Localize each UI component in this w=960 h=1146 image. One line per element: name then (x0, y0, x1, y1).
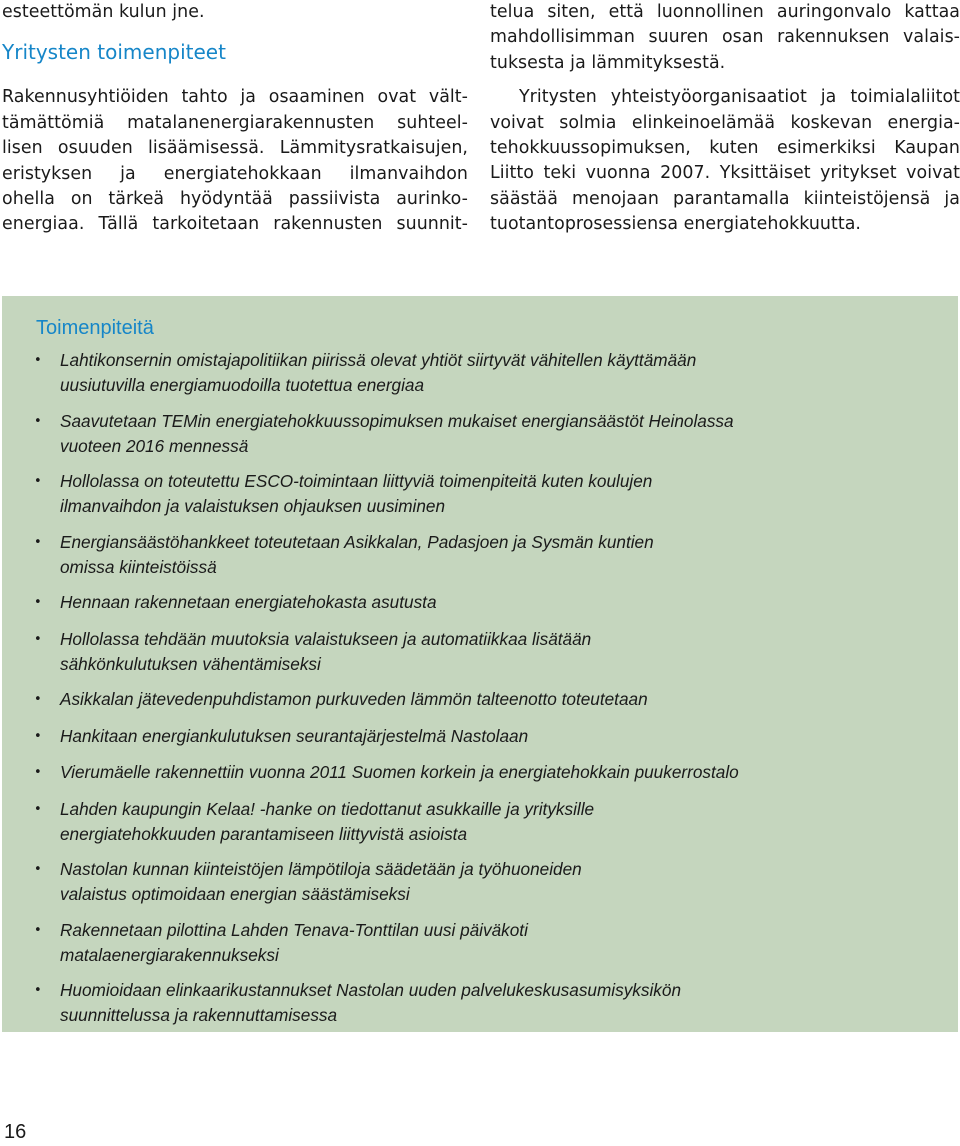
list-item-text: uusiutuvilla energiamuodoilla tuotettua energiaa (60, 375, 425, 395)
paragraph-line: Liitto teki vuonna 2007. Yksittäiset yritykset voivat (490, 163, 960, 184)
left-column (2, 0, 468, 238)
list-item (2, 978, 942, 1028)
paragraph-line: telua siten, että luonnollinen auringonvalo kattaa (490, 2, 960, 22)
intro-line: esteettömän kulun jne. (2, 2, 205, 22)
list-item-text: Hollolassa tehdään muutoksia valaistukseen ja automatiikkaa lisätään (60, 628, 592, 649)
list-item-text: Saavutetaan TEMin energiatehokkuussopimuksen mukaiset energiansäästöt Heinolassa (60, 410, 734, 431)
list-item-text: vuoteen 2016 mennessä (60, 435, 249, 456)
list-item (2, 797, 942, 847)
section-heading: Yritysten toimenpiteet (2, 40, 226, 65)
list-item-text: Energiansäästöhankkeet toteutetaan Asikkalan, Padasjoen ja Sysmän kuntien (60, 531, 654, 552)
paragraph-line: säästää menojaan parantamalla kiinteistöjensä ja (490, 188, 960, 209)
bullet-icon: • (34, 413, 42, 429)
list-item-text: Vierumäelle rakennettiin vuonna 2011 Suomen korkein ja energiatehokkain puukerrostalo (60, 762, 739, 782)
paragraph-line: Yritysten yhteistyöorganisaatiot ja toimialaliitot (519, 87, 960, 108)
right-paragraph-1 (490, 0, 960, 76)
list-item-text: Asikkalan jätevedenpuhdistamon purkuveden lämmön talteenotto toteutetaan (60, 689, 648, 709)
list-item-text: Nastolan kunnan kiinteistöjen lämpötiloja säädetään ja työhuoneiden (60, 859, 582, 879)
paragraph-line: ohella on tärkeä hyödyntää passiivista aurinko- (2, 189, 468, 210)
list-item (2, 409, 942, 459)
list-item-text: suunnittelussa ja rakennuttamisessa (60, 1005, 338, 1025)
page-number: 16 (4, 1121, 27, 1143)
list-item-text: omissa kiinteistöissä (60, 556, 217, 577)
paragraph-line: eristyksen ja energiatehokkaan ilmanvaihdon (2, 163, 468, 184)
list-item-text: Lahden kaupungin Kelaa! -hanke on tiedottanut asukkaille ja yrityksille (60, 798, 595, 819)
bullet-icon: • (34, 692, 42, 707)
list-item-text: Hankitaan energiankulutuksen seurantajärjestelmä Nastolaan (60, 725, 529, 746)
paragraph-line: tuksesta ja lämmityksestä. (490, 52, 726, 73)
left-paragraph (2, 85, 468, 237)
list-item (2, 530, 942, 580)
paragraph-line: lisen osuuden lisäämisessä. Lämmitysratkaisujen, (2, 138, 468, 159)
paragraph-line: tuotantoprosessiensa energiatehokkuutta. (490, 214, 862, 235)
bullet-icon: • (34, 353, 42, 368)
measures-list (2, 348, 942, 1039)
right-column (490, 0, 960, 238)
bullet-icon: • (34, 631, 42, 647)
paragraph-gap (490, 76, 960, 85)
list-item-text: Rakennetaan pilottina Lahden Tenava-Tonttilan uusi päiväkoti (60, 919, 528, 940)
list-item (2, 469, 942, 519)
bullet-icon: • (34, 922, 42, 938)
paragraph-line: tämättömiä matalanenergiarakennusten suhteel- (2, 112, 468, 133)
bullet-icon: • (34, 474, 42, 489)
list-item (2, 590, 942, 615)
list-item-text: Huomioidaan elinkaarikustannukset Nastolan uuden palvelukeskusasumisyksikön (60, 980, 682, 1000)
paragraph-line: Rakennusyhtiöiden tahto ja osaaminen ovat vält- (2, 87, 468, 108)
list-item (2, 918, 942, 968)
list-item (2, 687, 942, 712)
bullet-icon: • (34, 862, 42, 877)
list-item (2, 724, 942, 749)
list-item (2, 348, 942, 398)
bullet-icon: • (34, 765, 42, 780)
list-item-text: Lahtikonsernin omistajapolitiikan piirissä olevat yhtiöt siirtyvät vähitellen käyttämään (60, 350, 697, 370)
list-item-text: matalaenergiarakennukseksi (60, 944, 279, 965)
paragraph-line: tehokkuussopimuksen, kuten esimerkiksi Kaupan (490, 138, 960, 159)
right-paragraph-2 (490, 85, 960, 237)
list-item (2, 627, 942, 677)
measures-title: Toimenpiteitä (36, 317, 154, 339)
list-item-text: energiatehokkuuden parantamiseen liittyvistä asioista (60, 823, 468, 844)
bullet-icon: • (34, 728, 42, 744)
paragraph-line: mahdollisimman suuren osan rakennuksen valais- (490, 27, 960, 48)
bullet-icon: • (34, 983, 42, 998)
bullet-icon: • (34, 595, 42, 610)
list-item-text: Hennaan rakennetaan energiatehokasta asutusta (60, 592, 437, 612)
paragraph-line: voivat solmia elinkeinoelämää koskevan energia- (490, 112, 960, 133)
list-item (2, 857, 942, 907)
list-item-text: ilmanvaihdon ja valaistuksen ohjauksen uusiminen (60, 496, 446, 516)
bullet-icon: • (34, 534, 42, 550)
list-item-text: valaistus optimoidaan energian säästämiseksi (60, 884, 410, 904)
paragraph-line: energiaa. Tällä tarkoitetaan rakennusten suunnit- (2, 214, 468, 235)
list-item-text: Hollolassa on toteutettu ESCO-toimintaan liittyviä toimenpiteitä kuten koulujen (60, 471, 653, 491)
measures-box (2, 296, 958, 1032)
list-item (2, 760, 942, 785)
list-item-text: sähkönkulutuksen vähentämiseksi (60, 653, 321, 674)
bullet-icon: • (34, 801, 42, 817)
